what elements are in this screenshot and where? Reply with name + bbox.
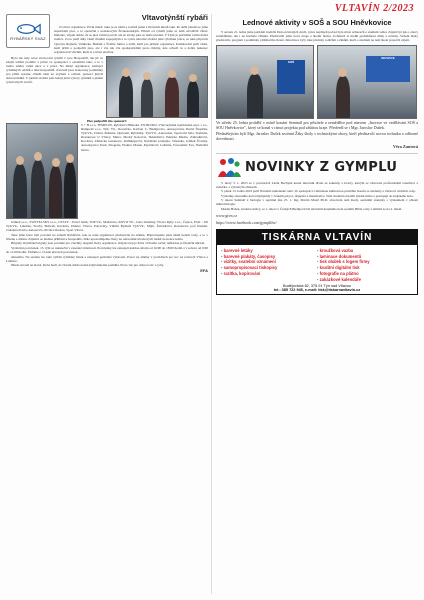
ad-service-item: - fotografie na plátno — [317, 270, 359, 276]
caption-seminar: Ve středu 25. ledna proběhl v místě konání Seminář pro pěstitele a zemědělce pod názvem „Inovace ve vzdělávání SOŠ a SOU Hněvkovice", který se konal v rámci projektu pod záštitou kraje. Předvedl se i Mgr. Jaroslav Dušek. — [216, 120, 418, 130]
gymnasium-logo — [216, 157, 242, 179]
sponsors-text: S + H s.r.o. TEMELIN, Rybářství Hluboká, EXTRUDO, Vltavotýnská teplárenská spol. s r.o., Rumpold s.r.o. Týn/ Vlt., Rozsívka, Karbon C, Budějovice, Autoopravna David Šlapička, Týn/Vlt., Dobrá, Pekárna, Opticum, Rybářský, Týn/Vlt., Autosalon, Sportovní hala, Teplárna, Restaurace U Vltavy, Matra, Modrý Kolovrat, Sklenářství, Pekárna Mudra, Zahradnictví, Kovárna, Zámecká restaurace, Knihkupectví, Rybářská prodejna, Vinotéka, Jelínek Šťastný, Autodoprava Tesař, Drogerie, Elektro Marek, Papírnictví, Lékárna, Fotoateliér Eva, Nádražní bistro. — [81, 123, 208, 152]
paragraph: V sobotu 21. ledna jsme pořádali tradiční Den otevřených dveří, i přes nepřízeň počasí byla účast uchazečů o studium velká. Zájem byl jak o obory zemědělské, tak i na kuchaře číšníka. Představili jsme nové stroje a školní farmu. Uchazeči si mohli prohlédnout dílny a učebny. Vedení školy představilo program i podmínky přijímacího řízení. Informace byly také předány rodičům a žákům, kteří o studium na naší škole projevili zájem. — [216, 30, 418, 43]
ad-service-item: - kvalitní digitální tisk — [317, 265, 360, 271]
paragraph-block — [6, 56, 103, 118]
ad-service-item: - samopropisovací tiskopisy — [221, 265, 278, 271]
masthead: VLTAVÍN 2/2023 — [334, 3, 414, 14]
paragraph: Bylo tak tedy nové stravovaní rybářů v roce Hospodáři, tak již ve zdejší schůzi probíhá a právě ve spolupráci s ostatními také, a to v tomto směru velké akce a v práci. Na místě organizace, zástupci rybářských oddílů a také hospodářů. Zároveň jsou stanoveny podmínky pro příští sezónu. Záleží nám na zvýšení a ochotě, pomocí jiných dobrovolníků. V jarním období pak čekají jarní výlovy rybníků a plnění rybolovných revírů. — [6, 55, 103, 84]
article-title-school: Lednové aktivity v SOŠ a SOU Hněvkovice — [242, 18, 392, 27]
ball-photo — [106, 56, 208, 118]
gymnasium-news-title: NOVINKY Z GYMPLU — [245, 160, 398, 176]
print-shop-ad — [216, 229, 418, 295]
ad-services-left — [221, 248, 317, 282]
ad-service-item: - barevné plakáty, časopisy — [221, 253, 276, 259]
fishing-club-logo — [6, 14, 50, 48]
ad-services — [217, 245, 417, 283]
article-title-fishers: Vltavotýnští rybáři — [141, 13, 208, 22]
signature-zuntova: Věra Zuntová — [392, 143, 418, 149]
news-item: V únoru Seminář z biologie v septimě dne 25. 1. Ing. Martin Musil Ph.D. absolvent naší školy, seznámil studenty s výzkumem v oblasti mikrobiologie. — [216, 198, 418, 207]
ad-service-item: - razítka, kopírování — [221, 270, 261, 276]
paragraph: Brigády. Rybářské brigády jsou povinné pro všechny dospělé členy organizace. Odpracovat je třeba 10 hodin ročně, náhradou je finanční úhrada. — [11, 241, 206, 246]
ad-address — [217, 283, 417, 294]
seminar-photo-2: INOVACE — [317, 45, 417, 119]
ad-service-item: - laminace dokumentů — [317, 253, 362, 259]
sponsors-list — [81, 123, 208, 219]
signature-efa: EFA — [200, 268, 208, 274]
news-item: V úterý 3. 1. 2023 se v prostorách Lázní Bechyně konal lékovník dívek ze sekundy a kvarty, kterým se věnovala profesionální tanečnice a trenérka, s výborným ohlasem. — [216, 180, 418, 189]
ball-photo-group — [6, 123, 78, 219]
news-item: V pátek 13. ledna 2023 patří Národní studentské ceně. Ve spolupráci s městskou knihovnou proběhla beseda se studenty a vítězové obdrželi ceny. — [221, 189, 416, 194]
sponsors-block — [6, 119, 208, 123]
news-item: Martin Hašek, student oktávy, se 1. února v Českých Budějovicích zúčastnil krajského kola soutěže Bible a my a umístil se na 2. místě. — [221, 206, 402, 211]
ad-service-item: - barevné letáky — [221, 247, 253, 253]
paragraph: Za život organizace. První měsíc roku je za námi a rovněž jeden z hlavních úkolů také. Po delší přestávce jsme uspořádali ples, a to společně s neziskovým Živnostenským. Přízeň od rybářů jsme se nám odvděčili vůbec hluboko, vtipně dobře, že se ples velmi povedl, ale ze strany ples se málo plesání. V Týně je pořádána velmi dobrá tradice. Za to patří díky všem členům zapojeným a to i přes náročné období plné rybářské práce, se také připravit výpravu Rejnant, Vambeka. Bednář a Švehla Junior a další, kteří pro přátele organizaci. Poděkování patří všem, kteří přišli a podpořili ples, ale i vše tak vše spolupořádání proto tištěny, kde odvedl tu a dobře nakonec organizovali všichni, kteří si a účast skvělou. — [54, 25, 208, 54]
caption-speakers: Přednášejícím byli Mgr. Jaroslav Dušek sezónní Žáky školy s technickými obory, kteří představili novou techniku a odborné dovednosti. — [216, 131, 418, 142]
sponsors-heading: Ples podpořili tito sponzoři: — [87, 118, 127, 123]
ad-service-item: - vizitky, svatební oznámení — [221, 259, 276, 265]
left-column — [6, 14, 212, 594]
ad-service-item: - zakázkové kalendáře — [317, 276, 361, 282]
people-icon — [216, 157, 242, 179]
gymnasium-facebook-link[interactable]: https://www.facebook.com/gymplthv/ — [216, 219, 277, 225]
ad-service-item: - tisk obálek s logem firmy — [317, 259, 370, 265]
right-column — [216, 14, 418, 594]
fish-icon — [15, 22, 41, 36]
seminar-photo-1: SOŠ — [216, 45, 314, 119]
gymnasium-web-link[interactable]: www.gtvn.cz — [216, 212, 238, 218]
gymnasium-news-body — [216, 181, 418, 211]
logo-text: RYBÁŘSKÝ SVAZ — [10, 35, 46, 41]
ad-contact: tel.: 385 722 945, e-mail: tisk@tiskarnavltavin.cz — [273, 288, 361, 293]
paragraph: Jelikož s.r.o., SWETELSKY s.r.o., CESTY – Pavel Jeník, TOP Vlt., Matřenice, KOVO Vlt., Cena Zeleniny, Vltava Ryby s.r.o., Čepice, ESO – Jiří Týn/Vlt., Lékařna, Stavby Bohouš, Kavárna, Elektro Vltava, Potraviny, Vnitřní Bydlení Týn/Vlt., Mlýn, Železářství, Restaurace pod hradem, Cukrárna Pavla, Autoservis, Pivnice Radost, Sport Vltava. — [6, 220, 208, 233]
paragraph: Vydávání povolenek. 15. tým se uskuteční v zasedací místnosti. Povolenky lze zakoupit každou středu od 16:00 do 18:00 hodin a v sobotu od 9:00 do 11:00 hodin. Žádáme o včasné převzetí povolenek. — [6, 246, 208, 255]
paragraph: Také jsme letos byli pozváni na veletrh Rybářství, kde se naše organizace představila na stánku. Připravujeme jarní úklid kolem vody, a to v březnu a dubnu. Zájemci se mohou přihlásit u hospodáře. Dále upozorňujeme členy na odevzdání úlovkových lístků do konce ledna. — [6, 232, 208, 241]
article-body-fishers-2 — [6, 220, 208, 267]
article-body-school — [216, 30, 418, 42]
ad-street: Budějovická 82, 375 01 Týn nad Vltavou — [283, 284, 351, 289]
news-item: Výsledky okresního kola Olympiády v českém jazyce, dějepisu a matematice. Naši studenti obsadili přední místa a postupují do krajského kola. — [221, 193, 414, 198]
ad-service-item: - kroužková vazba — [317, 247, 354, 253]
paragraph: Nikdo nevadí ne zlobě. Doba hodí, že člověk dobře nezná když někomu pomáhá. Proto vše pro dobrou věc a ryby. — [11, 263, 164, 268]
paragraph: Aktualita. Na sezónu lze také vyřídit rybářský lístek a zakoupit potřebné vybavení. Pozor na změny v pravidlech pro lov na revírech Vltava a Lužnice. — [6, 254, 208, 263]
ad-title: TISKÁRNA VLTAVÍN — [217, 230, 417, 245]
ad-services-right — [317, 248, 413, 282]
gymnasium-news-header — [216, 153, 418, 179]
